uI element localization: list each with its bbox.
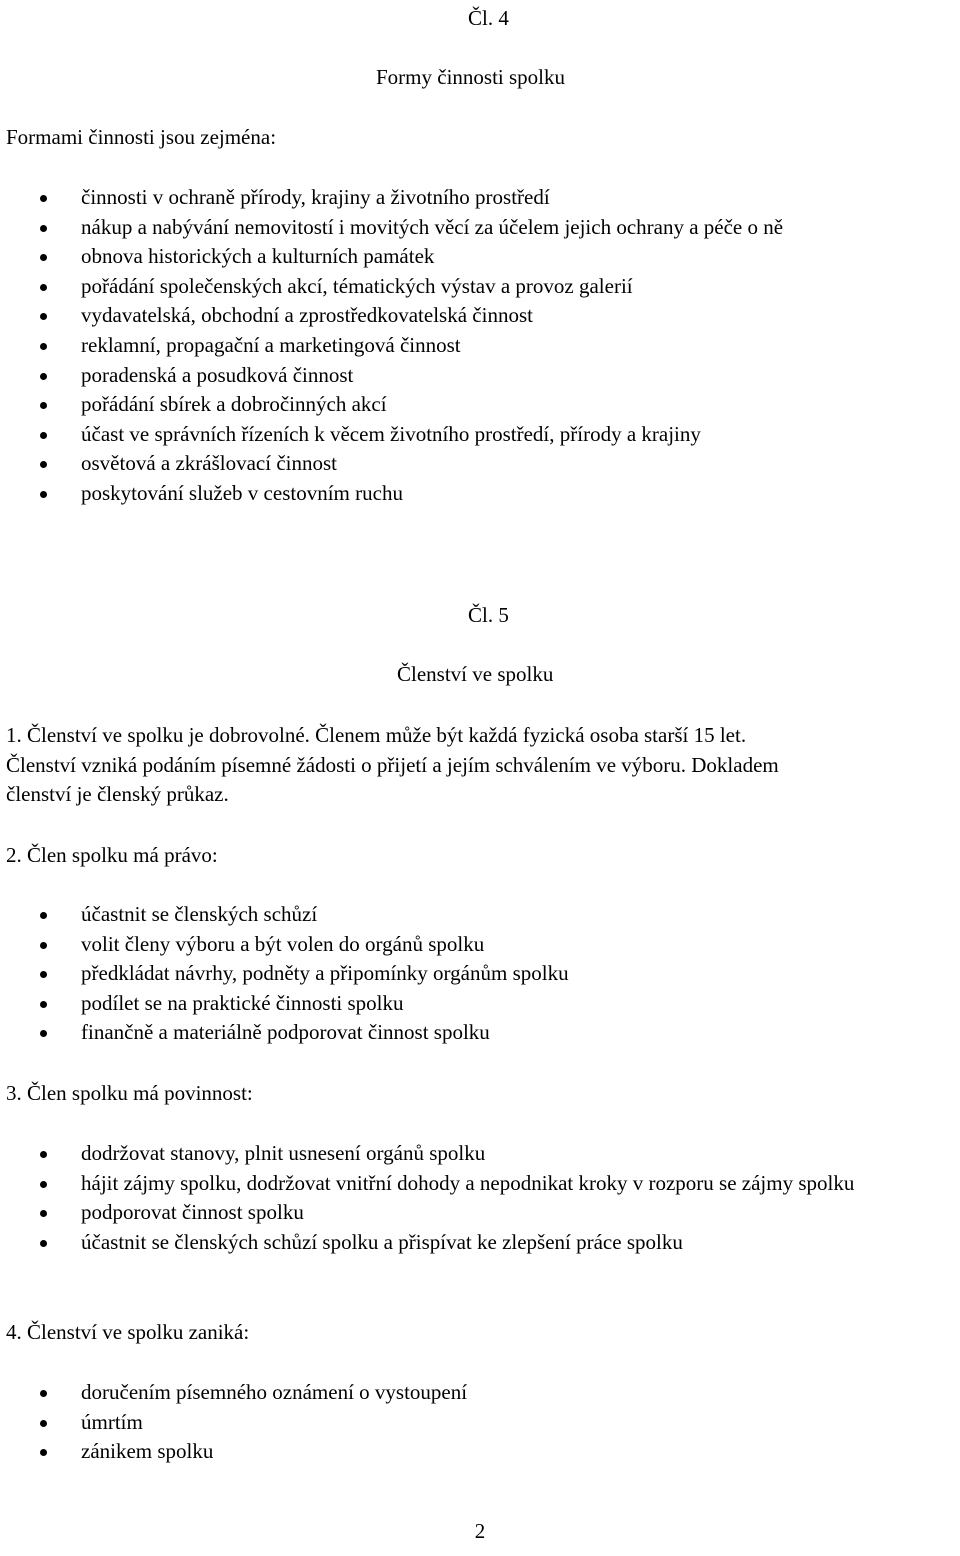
list-item: podporovat činnost spolku [0,1198,960,1228]
list-item: účast ve správních řízeních k věcem životního prostředí, přírody a krajiny [0,420,783,450]
rights-heading: 2. Člen spolku má právo: [6,843,218,867]
bullet-icon [40,254,47,261]
bullet-icon [40,461,47,468]
paragraph-line: členství je členský průkaz. [6,782,229,806]
list-item: pořádání sbírek a dobročinných akcí [0,390,783,420]
list-item: doručením písemného oznámení o vystoupení [0,1378,467,1408]
bullet-icon [40,1151,47,1158]
activity-forms-list [0,183,783,509]
article-5-number: Čl. 5 [468,603,509,627]
list-item: nákup a nabývání nemovitostí i movitých věcí za účelem jejich ochrany a péče o ně [0,213,783,243]
termination-heading: 4. Členství ve spolku zaniká: [6,1320,250,1344]
bullet-icon [40,1181,47,1188]
list-item: vydavatelská, obchodní a zprostředkovatelská činnost [0,301,783,331]
list-item: hájit zájmy spolku, dodržovat vnitřní dohody a nepodnikat kroky v rozporu se zájmy spolku [0,1169,960,1199]
page-number: 2 [474,1519,486,1543]
list-item: úmrtím [0,1408,467,1438]
list-item: osvětová a zkrášlovací činnost [0,449,783,479]
bullet-icon [40,195,47,202]
list-item: finančně a materiálně podporovat činnost spolku [0,1018,569,1048]
bullet-icon [40,1001,47,1008]
list-item: dodržovat stanovy, plnit usnesení orgánů spolku [0,1139,960,1169]
list-item: účastnit se členských schůzí [0,900,569,930]
bullet-icon [40,313,47,320]
article-5-title: Členství ve spolku [397,662,554,686]
article-4-intro: Formami činnosti jsou zejména: [6,125,277,149]
bullet-icon [40,373,47,380]
bullet-icon [40,1449,47,1456]
termination-list [0,1378,467,1467]
article-4-title: Formy činnosti spolku [376,65,566,89]
list-item: zánikem spolku [0,1437,467,1467]
bullet-icon [40,1210,47,1217]
list-item: činnosti v ochraně přírody, krajiny a životního prostředí [0,183,783,213]
list-item: reklamní, propagační a marketingová činnost [0,331,783,361]
list-item: pořádání společenských akcí, tématických výstav a provoz galerií [0,272,783,302]
list-item: poradenská a posudková činnost [0,361,783,391]
bullet-icon [40,1240,47,1247]
article-4-number: Čl. 4 [468,6,509,30]
list-item: volit členy výboru a být volen do orgánů spolku [0,930,569,960]
paragraph-line: 1. Členství ve spolku je dobrovolné. Členem může být každá fyzická osoba starší 15 let. [6,723,747,747]
bullet-icon [40,971,47,978]
membership-paragraph [6,721,956,810]
list-item: poskytování služeb v cestovním ruchu [0,479,783,509]
paragraph-line: Členství vzniká podáním písemné žádosti o přijetí a jejím schválením ve výboru. Dokladem [6,752,779,777]
bullet-icon [40,1030,47,1037]
duties-heading: 3. Člen spolku má povinnost: [6,1081,253,1105]
bullet-icon [40,942,47,949]
list-item: podílet se na praktické činnosti spolku [0,989,569,1019]
bullet-icon [40,1390,47,1397]
bullet-icon [40,912,47,919]
bullet-icon [40,284,47,291]
bullet-icon [40,432,47,439]
bullet-icon [40,402,47,409]
bullet-icon [40,343,47,350]
list-item: účastnit se členských schůzí spolku a přispívat ke zlepšení práce spolku [0,1228,960,1258]
list-item: předkládat návrhy, podněty a připomínky orgánům spolku [0,959,569,989]
bullet-icon [40,225,47,232]
bullet-icon [40,1420,47,1427]
rights-list [0,900,569,1048]
bullet-icon [40,491,47,498]
duties-list [0,1139,960,1257]
list-item: obnova historických a kulturních památek [0,242,783,272]
